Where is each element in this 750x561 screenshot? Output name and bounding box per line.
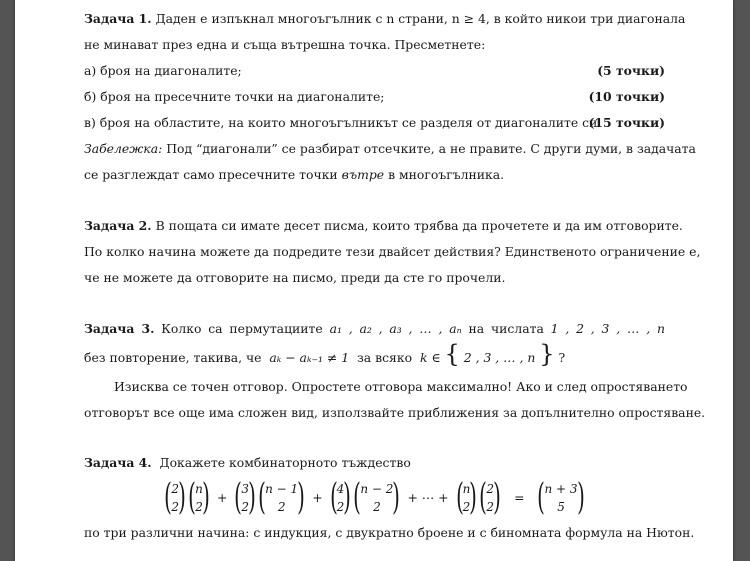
binom: ( 4 2 ): [329, 477, 352, 518]
plus-sign: +: [312, 490, 323, 505]
condition-formula: aₖ − aₖ₋₁ ≠ 1: [269, 350, 350, 365]
note-text-1: Под “диагонали” се разбират отсечките, а не правите. С други думи, в задачата: [166, 141, 696, 156]
note-text-2b: в многоъгълника.: [388, 167, 505, 182]
problem-4-line-1: [84, 450, 665, 476]
note-line-1: [84, 136, 696, 162]
problem-3-text-1b: на числата: [468, 321, 544, 336]
problem-3-line-1: [84, 316, 665, 342]
problem-3-text-2b: за всяко: [357, 350, 413, 365]
note-line-2: [84, 162, 665, 188]
problem-3-label: Задача 3.: [84, 321, 155, 336]
equals-sign: =: [514, 490, 525, 505]
problem-3-text-1a: Колко са пермутациите: [161, 321, 323, 336]
binom: ( 3 2 ): [234, 477, 256, 518]
binom: ( n 2 ): [188, 477, 210, 518]
numbers-formula: 1 , 2 , 3 , … , n: [550, 321, 665, 336]
plus-sign: +: [216, 490, 228, 505]
problem-2-text-1: В пощата си имате десет писма, които трябва да прочетете и да им отговорите.: [155, 218, 683, 233]
problem-3-line-2: [84, 342, 665, 374]
item-points: (5 точки): [597, 63, 665, 78]
document-content: [84, 0, 706, 546]
problem-2-line-3: че не можете да отговорите на писмо, преди да сте го прочели.: [84, 270, 506, 285]
problem-3-line-3: Изисква се точен отговор. Опростете отговора максимално! Ако и след опростяването: [114, 379, 688, 394]
problem-4-label: Задача 4.: [84, 455, 152, 470]
note-label: Забележка:: [84, 141, 163, 156]
problem-1-line-2: не минават през една и съща вътрешна точка. Пресметнете:: [84, 37, 486, 52]
item-points: (15 точки): [588, 115, 665, 130]
problem-2-line-2: По колко начина можете да подредите тези двайсет действия? Единственото ограничение е,: [84, 244, 701, 259]
question-mark: ?: [558, 350, 566, 365]
item-points: (10 точки): [588, 89, 665, 104]
problem-4-text-1: Докажете комбинаторното тъждество: [159, 455, 411, 470]
dots-sign: + ⋯ +: [407, 490, 449, 505]
identity-formula: [84, 476, 665, 520]
binom: ( 2 2 ): [479, 477, 501, 518]
permutation-formula: a₁ , a₂ , a₃ , … , aₙ: [329, 321, 462, 336]
binom: ( 2 2 ): [164, 477, 186, 518]
binom-rhs: ( n + 3 5 ): [537, 477, 585, 518]
note-emphasis: вътре: [341, 167, 385, 182]
problem-1-item-b: [84, 84, 665, 110]
set-body: 2 , 3 , … , n: [463, 350, 536, 365]
item-text: а) броя на диагоналите;: [84, 63, 242, 78]
problem-4-last-line: по три различни начина: с индукция, с двукратно броене и с биномната формула на Нютон.: [84, 525, 695, 540]
binom: ( n − 1 2 ): [258, 477, 306, 518]
problem-2-label: Задача 2.: [84, 218, 152, 233]
problem-3-text-2a: без повторение, такива, че: [84, 350, 262, 365]
binom: ( n 2 ): [455, 477, 478, 518]
document-page: [15, 0, 733, 561]
item-text: б) броя на пресечните точки на диагоналите;: [84, 89, 385, 104]
problem-3-line-4: отговорът все още има сложен вид, използвайте приближения за допълнително опростяване.: [84, 405, 706, 420]
right-brace: }: [539, 340, 555, 368]
set-symbol: k ∈: [419, 350, 441, 365]
problem-1-text-1: Даден е изпъкнал многоъгълник с n страни, n ≥ 4, в който никои три диагонала: [155, 11, 686, 26]
problem-1-item-c: [84, 110, 665, 136]
binom: ( n − 2 2 ): [353, 477, 401, 518]
left-brace: {: [444, 340, 460, 368]
note-text-2a: се разглеждат само пресечните точки: [84, 167, 338, 182]
problem-1-item-a: [84, 58, 665, 84]
problem-1-line-1: [84, 6, 686, 32]
item-text: в) броя на областите, на които многоъгълникът се разделя от диагоналите си.: [84, 115, 602, 130]
problem-2-line-1: [84, 213, 683, 239]
problem-1-label: Задача 1.: [84, 11, 152, 26]
